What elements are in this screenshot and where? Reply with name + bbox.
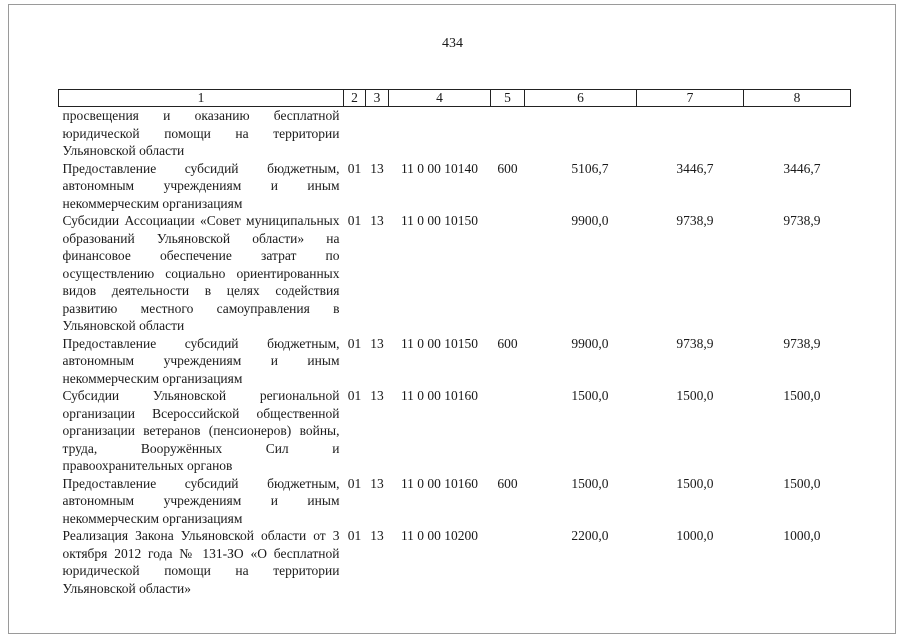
cell-amount-col8: 9738,9 (783, 335, 821, 351)
cell-section: 01 (347, 213, 362, 228)
cell-section: 01 (347, 475, 362, 491)
row-description: Субсидии Ассоциации «Совет муниципальных образований Ульяновской области» на финансовое обеспечение затрат по осуществлению социально ориентированных видов деятельности в целях содействия развитию местного самоуправления в Ульяновской области (62, 213, 340, 333)
cell-section: 01 (347, 335, 362, 351)
column-header: 7 (637, 90, 744, 107)
row-description: Субсидии Ульяновской региональной организации Всероссийской общественной организации ветеранов (пенсионеров) войны, труда, Вооружённых Сил и правоохранительных органов (62, 388, 340, 473)
cell-amount-col7: 9738,9 (676, 213, 714, 228)
cell-subsection: 13 (370, 335, 384, 351)
table-row (59, 475, 851, 528)
cell-amount-col8: 3446,7 (783, 160, 821, 176)
table-row (59, 335, 851, 388)
cell-amount-col8: 1000,0 (783, 528, 821, 543)
cell-amount-col8 (744, 107, 851, 160)
cell-amount-col6 (525, 107, 637, 160)
table-row (59, 107, 851, 160)
cell-target-article: 11 0 00 10160 (400, 475, 479, 491)
cell-target-article: 11 0 00 10160 (400, 388, 479, 403)
cell-amount-col8: 9738,9 (783, 213, 821, 228)
cell-subsection (366, 107, 389, 160)
cell-target-article: 11 0 00 10200 (400, 528, 479, 543)
column-header: 8 (744, 90, 851, 107)
table-row (59, 212, 851, 335)
cell-section: 01 (347, 388, 362, 403)
cell-subsection: 13 (370, 528, 384, 543)
cell-amount-col6: 1500,0 (571, 475, 609, 491)
page-number: 434 (442, 36, 463, 51)
cell-subsection: 13 (370, 213, 384, 228)
cell-target-article (389, 107, 491, 160)
cell-target-article: 11 0 00 10150 (400, 335, 479, 351)
row-description: Предоставление субсидий бюджетным, автономным учреждениям и иным некоммерческим организациям (62, 335, 340, 386)
table-header-row (59, 90, 851, 107)
cell-amount-col6: 5106,7 (571, 160, 609, 176)
cell-subsection: 13 (370, 388, 384, 403)
cell-target-article: 11 0 00 10150 (400, 213, 479, 228)
table-row (59, 387, 851, 475)
row-description: просвещения и оказанию бесплатной юридической помощи на территории Ульяновской области (62, 108, 340, 158)
column-header: 4 (389, 90, 491, 107)
cell-amount-col6: 9900,0 (571, 335, 609, 351)
cell-section: 01 (347, 160, 362, 176)
cell-expense-type: 600 (497, 335, 518, 351)
cell-amount-col7 (637, 107, 744, 160)
column-header: 6 (525, 90, 637, 107)
row-description: Предоставление субсидий бюджетным, автономным учреждениям и иным некоммерческим организациям (62, 475, 340, 526)
cell-amount-col8: 1500,0 (783, 475, 821, 491)
cell-expense-type: 600 (497, 475, 518, 491)
cell-section: 01 (347, 528, 362, 543)
budget-table (58, 89, 851, 597)
cell-amount-col7: 9738,9 (676, 335, 714, 351)
table-row (59, 160, 851, 213)
cell-expense-type (491, 107, 525, 160)
cell-amount-col7: 1000,0 (676, 528, 714, 543)
cell-amount-col8: 1500,0 (783, 388, 821, 403)
cell-subsection: 13 (370, 160, 384, 176)
column-header: 3 (366, 90, 389, 107)
cell-target-article: 11 0 00 10140 (400, 160, 479, 176)
cell-amount-col6: 1500,0 (571, 388, 609, 403)
column-header: 2 (344, 90, 366, 107)
cell-amount-col7: 1500,0 (676, 388, 714, 403)
cell-expense-type (491, 387, 525, 475)
cell-expense-type (491, 527, 525, 597)
cell-amount-col7: 1500,0 (676, 475, 714, 491)
row-description: Предоставление субсидий бюджетным, автономным учреждениям и иным некоммерческим организациям (62, 160, 340, 211)
row-description: Реализация Закона Ульяновской области от 3 октября 2012 года № 131-ЗО «О бесплатной юридической помощи на территории Ульяновской области» (62, 528, 340, 596)
cell-expense-type: 600 (497, 160, 518, 176)
cell-amount-col7: 3446,7 (676, 160, 714, 176)
column-header: 5 (491, 90, 525, 107)
column-header: 1 (59, 90, 344, 107)
cell-subsection: 13 (370, 475, 384, 491)
table-row (59, 527, 851, 597)
cell-amount-col6: 2200,0 (571, 528, 609, 543)
cell-expense-type (491, 212, 525, 335)
cell-section (344, 107, 366, 160)
cell-amount-col6: 9900,0 (571, 213, 609, 228)
